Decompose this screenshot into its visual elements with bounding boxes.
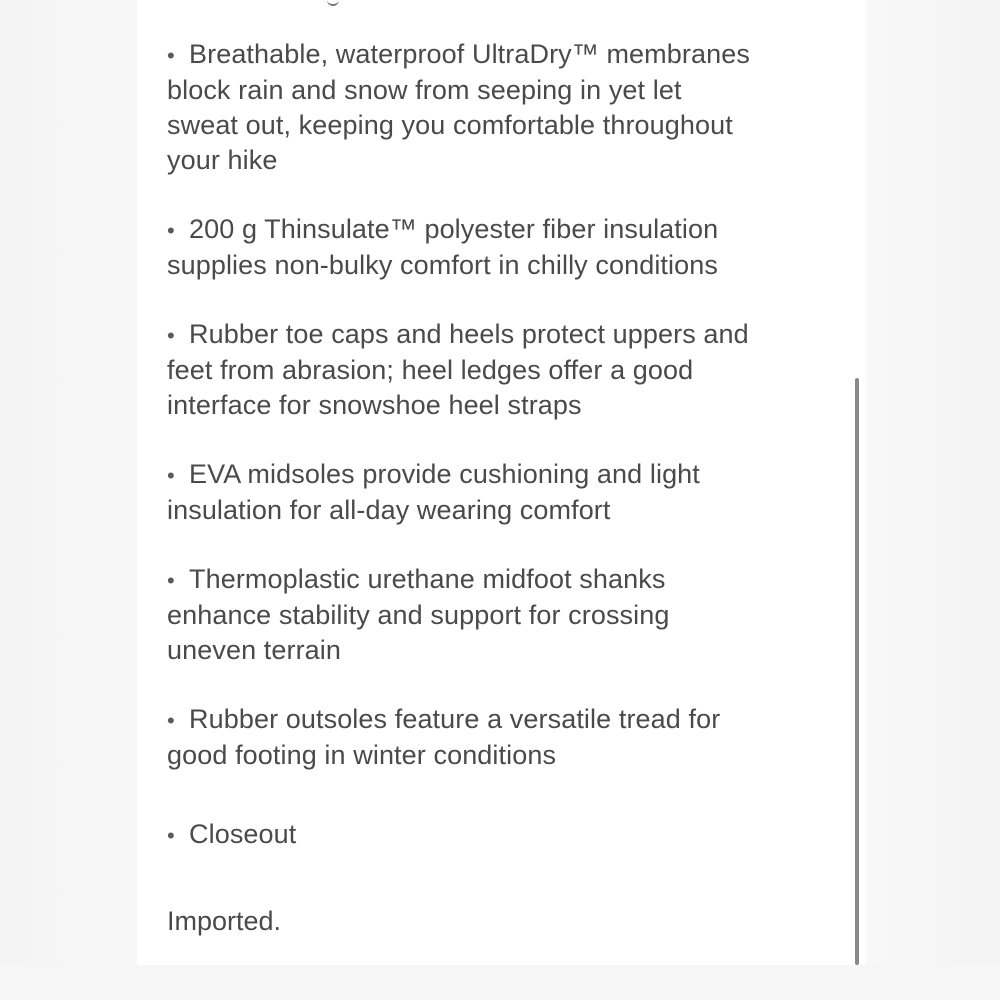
bullet-icon: •	[167, 823, 175, 848]
imported-note: Imported.	[167, 906, 282, 936]
feature-text: Rubber toe caps and heels protect uppers and feet from abrasion; heel ledges offer a good interface for snowshoe heel straps	[167, 319, 749, 420]
feature-text: 200 g Thinsulate™ polyester fiber insulation supplies non-bulky comfort in chilly conditions	[167, 214, 719, 280]
bullet-icon: •	[167, 463, 175, 488]
feature-text: Breathable, waterproof UltraDry™ membranes block rain and snow from seeping in yet let sweat out, keeping you comfortable throughout your hike	[167, 39, 750, 175]
feature-text: Closeout	[189, 819, 297, 849]
feature-item-toe-caps	[167, 317, 837, 423]
bullet-icon: •	[167, 323, 175, 348]
feature-text: Thermoplastic urethane midfoot shanks enhance stability and support for crossing uneven terrain	[167, 564, 670, 665]
feature-text: Rubber outsoles feature a versatile tread for good footing in winter conditions	[167, 704, 721, 770]
feature-text: EVA midsoles provide cushioning and light insulation for all-day wearing comfort	[167, 459, 700, 525]
feature-item-membranes	[167, 37, 837, 178]
bullet-icon: •	[167, 708, 175, 733]
feature-item-midsoles	[167, 457, 837, 528]
clipped-text-fragment	[327, 0, 339, 6]
product-description-panel	[137, 0, 866, 965]
feature-item-shanks	[167, 562, 837, 668]
bullet-icon: •	[167, 43, 175, 68]
left-margin	[0, 0, 137, 1000]
bottom-margin	[0, 965, 1000, 1000]
vertical-scrollbar[interactable]	[855, 378, 859, 965]
feature-item-closeout	[167, 817, 837, 853]
right-margin	[866, 0, 1000, 1000]
feature-item-insulation	[167, 212, 837, 283]
bullet-icon: •	[167, 218, 175, 243]
feature-item-outsoles	[167, 702, 837, 773]
bullet-icon: •	[167, 568, 175, 593]
